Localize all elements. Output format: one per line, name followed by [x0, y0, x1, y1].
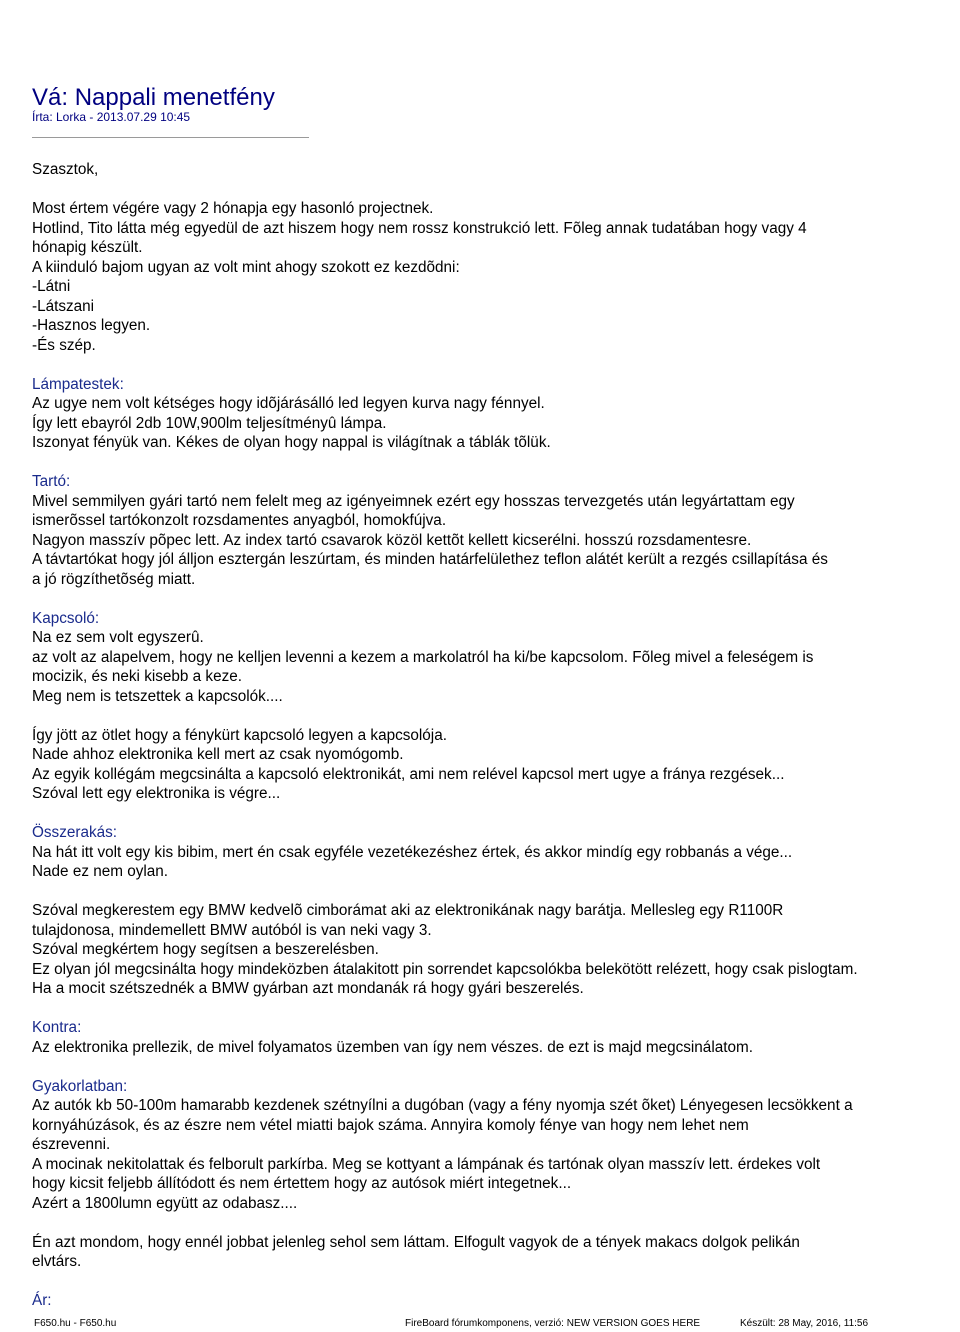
paragraph	[32, 1291, 922, 1311]
text-line: Az autók kb 50-100m hamarabb kezdenek szétnyílni a dugóban (vagy a fény nyomja szét õket) Lényegesen lecsökkent a	[32, 1097, 853, 1114]
text-line: Így lett ebayról 2db 10W,900lm teljesítményû lámpa.	[32, 414, 387, 432]
text-line: hogy kicsit feljebb állítódott és nem értettem hogy az autósok miért integetnek...	[32, 1175, 572, 1192]
footer-software: FireBoard fórumkomponens, verzió: NEW VERSION GOES HERE	[405, 1318, 701, 1329]
text-line: A távtartókat hogy jól álljon esztergán leszúrtam, és minden határfelülethez teflon alátét került a rezgés csillapítása és	[32, 551, 828, 568]
text-line: A mocinak nekitolattak és felborult parkírba. Meg se kottyant a lámpának és tartónak olyan masszív lett. érdekes volt	[32, 1155, 821, 1173]
post-body	[32, 160, 922, 1330]
text-line: Szóval lett egy elektronika is végre...	[32, 785, 281, 802]
section-heading: Kapcsoló:	[32, 609, 100, 627]
author-line: Írta: Lorka - 2013.07.29 10:45	[32, 110, 191, 124]
footer-site: F650.hu - F650.hu	[34, 1318, 117, 1329]
text-line: mocizik, és neki kisebb a keze.	[32, 668, 242, 685]
section-heading: Lámpatestek:	[32, 375, 124, 393]
text-line: Na hát itt volt egy kis bibim, mert én csak egyféle vezetékezéshez értek, és akkor mindíg egy robbanás a vége...	[32, 843, 793, 861]
text-line: Az elektronika prellezik, de mivel folyamatos üzemben van így nem vészes. de ezt is majd megcsinálatom.	[32, 1038, 753, 1056]
footer-generated: Készült: 28 May, 2016, 11:56	[740, 1318, 869, 1329]
text-line: tulajdonosa, mindemellett BMW autóból is van neki vagy 3.	[32, 921, 432, 939]
paragraph	[32, 1233, 922, 1272]
paragraph	[32, 375, 922, 453]
text-line: Szóval megkértem hogy segítsen a beszerelésben.	[32, 941, 379, 958]
text-line: Nade ahhoz elektronika kell mert az csak nyomógomb.	[32, 746, 404, 763]
paragraph	[32, 199, 922, 355]
post-title: Vá: Nappali menetfény	[32, 84, 275, 111]
text-line: hónapig készült.	[32, 239, 143, 256]
text-line: Mivel semmilyen gyári tartó nem felelt meg az igényeimnek ezért egy hosszas tervezgetés után legyártattam egy	[32, 492, 795, 510]
text-line: Így jött az ötlet hogy a fénykürt kapcsoló legyen a kapcsolója.	[32, 726, 447, 744]
text-line: Ez olyan jól megcsinálta hogy mindeközben átalakitott pin sorrendet kapcsolókba belekötött relézett, hogy csak pislogtam.	[32, 960, 858, 978]
paragraph	[32, 160, 922, 180]
separator-rule	[32, 137, 309, 138]
text-line: Nade ez nem oylan.	[32, 863, 169, 880]
text-line: -És szép.	[32, 336, 96, 354]
text-line: észrevenni.	[32, 1136, 111, 1153]
text-line: kornyáhúzások, és az észre nem vétel miatti bajok száma. Annyira komoly fénye van hogy nem lehet nem	[32, 1116, 749, 1134]
text-line: A kiinduló bajom ugyan az volt mint ahogy szokott ez kezdõdni:	[32, 258, 460, 276]
paragraph	[32, 1077, 922, 1214]
paragraph	[32, 1018, 922, 1057]
text-line: ismerõssel tartókonzolt rozsdamentes anyagból, homokfújva.	[32, 512, 447, 529]
paragraph	[32, 823, 922, 882]
page-footer	[0, 1317, 960, 1331]
section-heading: Összerakás:	[32, 824, 118, 841]
text-line: Én azt mondom, hogy ennél jobbat jelenleg sehol sem láttam. Elfogult vagyok de a tények makacs dolgok pelikán	[32, 1233, 800, 1251]
paragraph	[32, 726, 922, 804]
text-line: Most értem végére vagy 2 hónapja egy hasonló projectnek.	[32, 200, 434, 217]
text-line: az volt az alapelvem, hogy ne kelljen levenni a kezem a markolatról ha ki/be kapcsolom. Fõleg mivel a feleségem is	[32, 648, 814, 666]
text-line: Azért a 1800lumn együtt az odabasz....	[32, 1194, 298, 1212]
text-line: Hotlind, Tito látta még egyedül de azt hiszem hogy nem rossz konstrukció lett. Fõleg annak tudatában hogy vagy 4	[32, 219, 807, 237]
text-line: Iszonyat fényük van. Kékes de olyan hogy nappal is világítnak a táblák tõlük.	[32, 434, 551, 451]
paragraph	[32, 609, 922, 707]
text-line: -Látszani	[32, 297, 95, 315]
text-line: Az ugye nem volt kétséges hogy idõjárásálló led legyen kurva nagy fénnyel.	[32, 395, 545, 412]
text-line: Az egyik kollégám megcsinálta a kapcsoló elektronikát, ami nem relével kapcsol mert ugye a fránya rezgések...	[32, 765, 785, 783]
text-line: -Hasznos legyen.	[32, 317, 151, 334]
text-line: -Látni	[32, 278, 71, 295]
section-heading: Kontra:	[32, 1019, 82, 1036]
section-heading: Ár:	[32, 1292, 52, 1309]
text-line: Na ez sem volt egyszerû.	[32, 629, 204, 646]
paragraph	[32, 472, 922, 589]
text-line: Szóval megkerestem egy BMW kedvelõ cimborámat aki az elektronikának nagy barátja. Mellesleg egy R1100R	[32, 902, 784, 919]
text-line: elvtárs.	[32, 1253, 82, 1270]
text-line: Ha a mocit szétszednék a BMW gyárban azt mondanák rá hogy gyári beszerelés.	[32, 980, 584, 997]
text-line: a jó rögzíthetõség miatt.	[32, 570, 196, 588]
text-line: Nagyon masszív põpec lett. Az index tartó csavarok közöl kettõt kellett kicserélni. hosszú rozsdamentesre.	[32, 531, 752, 549]
section-heading: Gyakorlatban:	[32, 1077, 128, 1095]
paragraph	[32, 901, 922, 999]
section-heading: Tartó:	[32, 473, 71, 490]
text-line: Szasztok,	[32, 161, 99, 178]
text-line: Meg nem is tetszettek a kapcsolók....	[32, 687, 283, 705]
